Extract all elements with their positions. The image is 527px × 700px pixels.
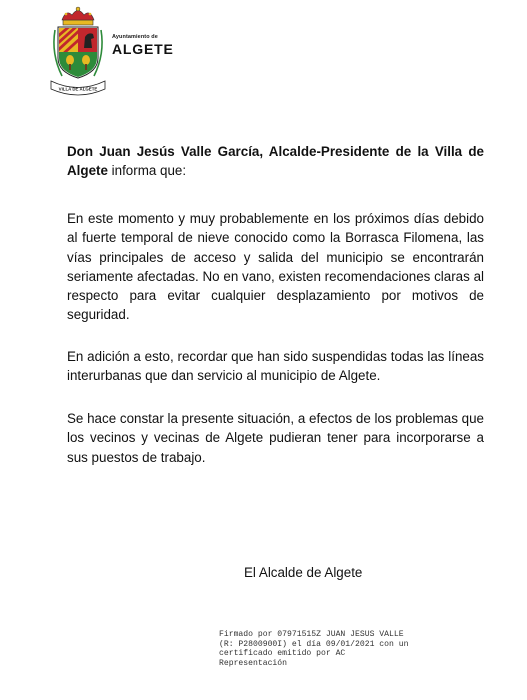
organization-name (112, 34, 202, 57)
coat-of-arms-logo (48, 6, 108, 98)
intro-rest: informa que: (107, 163, 187, 179)
organization-prefix: Ayuntamiento de (112, 34, 158, 40)
paragraph-weather-impact: En este momento y muy probablemente en los próximos días debido al fuerte temporal de nieve conocido como la Borrasca Filomena, las vías principales de acceso y salida del municipio se encontrarán seriamente afectadas. No en vano, existen recomendaciones claras al respecto para evitar cualquier desplazamiento por motivos de seguridad. (67, 211, 484, 323)
paragraph-work-notice: Se hace constar la presente situación, a efectos de los problemas que los vecinos y vecinas de Algete pudieran tener para incorporarse a sus puestos de trabajo. (67, 411, 484, 465)
seal-ribbon (51, 81, 105, 95)
intro-author: Don Juan Jesús Valle García, Alcalde-Presidente de la Villa de Algete (67, 144, 484, 179)
intro-paragraph (67, 142, 484, 181)
digital-signature-stamp: Firmado por 07971515Z JUAN JESUS VALLE (R: P2800900I) el día 09/01/2021 con un certificado emitido por AC Representación (219, 630, 409, 668)
paragraph-bus-lines: En adición a esto, recordar que han sido suspendidas todas las líneas interurbanas que dan servicio al municipio de Algete. (67, 349, 484, 384)
letterhead (48, 6, 178, 98)
organization-title: ALGETE (112, 41, 174, 57)
shield-icon (56, 24, 98, 78)
crown-icon (62, 7, 94, 25)
seal-ribbon-text: VILLA DE ALGETE (58, 86, 98, 92)
signer-title: El Alcalde de Algete (244, 565, 363, 580)
